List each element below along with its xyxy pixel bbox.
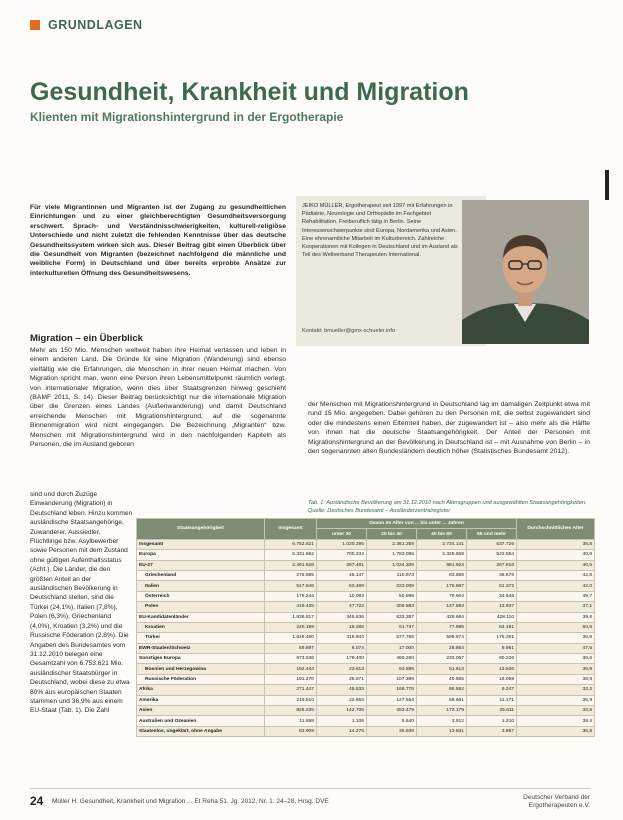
- table-cell-value: 287.481: [317, 560, 367, 570]
- table-cell-value: 1.310: [467, 716, 517, 726]
- table-row: [137, 539, 595, 549]
- table-cell-value: 90.226: [467, 654, 517, 664]
- table-cell-value: 39,9: [517, 664, 595, 674]
- table-cell-label: Amerika: [137, 695, 265, 705]
- table-cell-value: 1.783.095: [367, 550, 417, 560]
- table-cell-value: 517.546: [265, 581, 317, 591]
- article-subtitle: Klienten mit Migrationshintergrund in der Ergotherapie: [30, 110, 344, 124]
- publisher-line-2: Ergotherapeuten e.V.: [528, 802, 590, 809]
- table-cell-value: 152.444: [265, 664, 317, 674]
- table-cell-value: 1.020.395: [317, 539, 367, 549]
- table-cell-value: 79.604: [417, 591, 467, 601]
- table-cell-value: 40,9: [517, 550, 595, 560]
- table-row: [137, 612, 595, 622]
- table-cell-value: 11.658: [265, 716, 317, 726]
- author-bio-text: JEIKO MÜLLER, Ergotherapeut seit 1997 mit Erfahrungen in Pädiatrie, Neurologie und Orthopädie im Fachgebiet Rehabilitation. Freiberuflich tätig in Berlin. Seine Interessenschwerpunkte sind Europa, Nordamerika und Asien. Eine ehrenamtliche Mitarbeit im Kulturbereich. Zahlreiche Kooperationen mit Kollegen in Deutschland und im Ausland als Teil des Weltverband Therapeuten International.: [302, 203, 458, 259]
- table-cell-value: 271.447: [265, 685, 317, 695]
- table-cell-value: 23.813: [317, 664, 367, 674]
- table-cell-value: 33,3: [517, 685, 595, 695]
- table-cell-value: 42,0: [517, 581, 595, 591]
- table-cell-value: 2.461.528: [265, 560, 317, 570]
- table-cell-label: Australien und Ozeanien: [137, 716, 265, 726]
- table-cell-value: 13.536: [467, 664, 517, 674]
- table-cell-value: 9.247: [467, 685, 517, 695]
- table-cell-value: 40.565: [417, 674, 467, 684]
- table-cell-value: 10.093: [317, 591, 367, 601]
- table-cell-value: 1.836.817: [265, 612, 317, 622]
- table-cell-value: 233.067: [417, 654, 467, 664]
- author-portrait: [462, 200, 589, 344]
- table-body: [137, 539, 595, 736]
- table-cell-label: EU-Kandidatenländer: [137, 612, 265, 622]
- table-row: [137, 706, 595, 716]
- page-number: 24: [30, 794, 44, 808]
- table-cell-value: 38,9: [517, 674, 595, 684]
- table-cell-value: 223.008: [367, 581, 417, 591]
- table-cell-value: 16.286: [317, 622, 367, 632]
- table-cell-value: 45.147: [317, 570, 367, 580]
- table-cell-value: 18.069: [467, 674, 517, 684]
- section-label: [30, 18, 143, 32]
- table-cell-value: 577.765: [367, 633, 417, 643]
- table-header-65plus: 65 und mehr: [467, 529, 517, 539]
- table-header-under20: unter 20: [317, 529, 367, 539]
- table-row: [137, 726, 595, 736]
- table-row: [137, 591, 595, 601]
- table-cell-value: 63.469: [317, 581, 367, 591]
- section-marker-icon: [30, 20, 40, 30]
- table-cell-value: 428.110: [467, 612, 517, 622]
- table-row: [137, 581, 595, 591]
- table-cell-value: 191.270: [265, 674, 317, 684]
- table-cell-value: 2.734.141: [417, 539, 467, 549]
- table-cell-value: 345.636: [317, 612, 367, 622]
- publisher-line-1: Deutscher Verband der: [523, 794, 590, 801]
- table-cell-value: 25.871: [317, 674, 367, 684]
- table-cell-value: 633.387: [367, 612, 417, 622]
- table-cell-value: 5.640: [367, 716, 417, 726]
- table-cell-value: 39,6: [517, 654, 595, 664]
- table-cell-label: Türkei: [137, 633, 265, 643]
- footer-rule: [30, 788, 590, 789]
- table-cell-label: Kroatien: [137, 622, 265, 632]
- table-cell-value: 38,4: [517, 716, 595, 726]
- table-cell-value: 13.937: [467, 602, 517, 612]
- table-header-avg-age: Durchschnittliches Alter: [517, 519, 595, 540]
- table-header-40-65: 40 bis 65: [417, 529, 467, 539]
- table-cell-value: 429.684: [417, 612, 467, 622]
- table-cell-value: 86.552: [417, 685, 467, 695]
- table-cell-value: 38,9: [517, 633, 595, 643]
- population-table: [136, 518, 595, 737]
- table-cell-value: 6.074: [317, 643, 367, 653]
- table-cell-value: 175.244: [265, 591, 317, 601]
- table-cell-value: 973.536: [265, 654, 317, 664]
- table-cell-value: 147.893: [417, 602, 467, 612]
- table-cell-value: 35.938: [367, 726, 417, 736]
- table-cell-label: Insgesamt: [137, 539, 265, 549]
- table-cell-label: Polen: [137, 602, 265, 612]
- table-header-age-group: Davon im Alter von ... bis unter ... Jahren: [317, 519, 517, 529]
- table-row: [137, 550, 595, 560]
- table-cell-value: 58.661: [417, 695, 467, 705]
- table-cell-value: 6.753.621: [265, 539, 317, 549]
- table-cell-value: 5.331.652: [265, 550, 317, 560]
- table-cell-value: 318.944: [317, 633, 367, 643]
- table-cell-label: Sonstiges Europa: [137, 654, 265, 664]
- table-cell-value: 36.676: [467, 570, 517, 580]
- table-cell-value: 419.435: [265, 602, 317, 612]
- table-cell-value: 36,8: [517, 726, 595, 736]
- table-cell-value: 14.279: [317, 726, 367, 736]
- table-cell-value: 77.985: [417, 622, 467, 632]
- table-cell-label: Europa: [137, 550, 265, 560]
- table-cell-value: 28.864: [417, 643, 467, 653]
- page-edge-mark: [605, 170, 609, 200]
- table-caption: Tab. 1: Ausländische Bevölkerung am 31.12.2010 nach Altersgruppen und ausgewählten Staatsangehörigkeiten. Quelle: Deutsches Bundesamt – Ausländerzentralregister: [308, 500, 587, 514]
- section-label-text: GRUNDLAGEN: [48, 18, 143, 32]
- table-cell-value: 826.235: [265, 706, 317, 716]
- table-cell-label: Russische Föderation: [137, 674, 265, 684]
- table-cell-value: 51.613: [417, 664, 467, 674]
- table-cell-value: 599.874: [417, 633, 467, 643]
- section-heading-overview: Migration – ein Überblick: [30, 333, 143, 344]
- table-row: [137, 602, 595, 612]
- table-cell-value: 700.234: [317, 550, 367, 560]
- table-cell-value: 1.024.308: [367, 560, 417, 570]
- table-cell-value: 881.923: [417, 560, 467, 570]
- table-cell-value: 51.372: [467, 581, 517, 591]
- table-cell-value: 47,5: [517, 643, 595, 653]
- table-cell-value: 179.400: [317, 654, 367, 664]
- table-cell-value: 453.479: [367, 706, 417, 716]
- table-cell-value: 110.973: [367, 570, 417, 580]
- table-cell-value: 2.325.669: [417, 550, 467, 560]
- table-cell-value: 50,8: [517, 622, 595, 632]
- table-cell-value: 637.726: [467, 539, 517, 549]
- table-cell-value: 1.629.480: [265, 633, 317, 643]
- table-cell-value: 172.179: [417, 706, 467, 716]
- table-cell-value: 39,8: [517, 612, 595, 622]
- table-cell-label: EU-27: [137, 560, 265, 570]
- table-row: [137, 716, 595, 726]
- body-text-left: Mehr als 150 Mio. Menschen weltweit haben ihre Heimat verlassen und leben in einem anderen Land. Die Gründe für eine Migration (Wanderung) sind ebenso vielfältig wie die Erfahrungen, die Menschen in ihrer neuen Heimat machen. Von Migration spricht man, wenn eine Person ihren Lebensmittelpunkt räumlich verlegt, von internationaler Migration, wenn dies über Staatsgrenzen hinweg geschieht (BAMF 2011, S. 14). Dieser Beitrag berücksichtigt nur die internationale Migration über die Grenzen eines Landes (Außenwanderung) und damit Deutschland erreichende Menschen mit Migrationshintergrund, auf die sogenannte Binnenmigration wird nicht eingegangen. Die Bezeichnung „Migranten“ bzw. Menschen mit Migrationshintergrund wird in den nachfolgenden Kapiteln als Personen, die im Ausland geboren: [30, 347, 286, 449]
- footer-citation: Müller H. Gesundheit, Krankheit und Migration ... Et Reha 51. Jg. 2012, Nr. 1: 24–28, Hrsg. DVE: [52, 798, 329, 805]
- table-cell-value: 34.548: [467, 591, 517, 601]
- table-cell-value: 49,7: [517, 591, 595, 601]
- table-cell-value: 42,8: [517, 570, 595, 580]
- table-cell-value: 61.747: [367, 622, 417, 632]
- table-row: [137, 674, 595, 684]
- table-cell-value: 83.909: [265, 726, 317, 736]
- table-cell-value: 216.510: [265, 695, 317, 705]
- table-cell-label: EWR-Staaten/Schweiz: [137, 643, 265, 653]
- table-header-total: Insgesamt: [265, 519, 317, 540]
- table-cell-value: 13.831: [417, 726, 467, 736]
- table-cell-value: 209.883: [367, 602, 417, 612]
- table-cell-value: 127.554: [367, 695, 417, 705]
- table-cell-value: 220.199: [265, 622, 317, 632]
- table-row: [137, 633, 595, 643]
- table-row: [137, 664, 595, 674]
- table-cell-value: 83.889: [417, 570, 467, 580]
- table-cell-value: 22.864: [317, 695, 367, 705]
- table-cell-label: Österreich: [137, 591, 265, 601]
- table-cell-value: 25.611: [467, 706, 517, 716]
- table-cell-value: 175.361: [467, 633, 517, 643]
- table-cell-value: 168.776: [367, 685, 417, 695]
- table-cell-value: 64.181: [467, 622, 517, 632]
- table-row: [137, 685, 595, 695]
- table-row: [137, 695, 595, 705]
- portrait-image: [462, 200, 589, 344]
- table-cell-value: 2.361.359: [367, 539, 417, 549]
- table-cell-value: 37,1: [517, 602, 595, 612]
- table-cell-value: 17.000: [367, 643, 417, 653]
- body-text-narrow: sind und durch Zuzüge Einwanderung (Migration) in Deutschland leben. Hinzu kommen ausländische Staatsangehörige, Zuwanderer, Aussiedler, Flüchtlinge bzw. Asylbewerber sowie Personen mit dem Zustand ohne gültigen Aufenthaltsstatus (Acht.). Die Länder, die den größten Anteil an der ausländischen Bevölkerung in Deutschland stellen, sind die Türkei (24,1%), Italien (7,8%), Polen (6,3%), Griechenland (4,0%), Kroatien (3,2%) und die Russische Föderation (2,8%). Die Angaben des Bundesamtes vom 31.12.2010 belegen eine Gesamtzahl von 6.753.621 Mio. ausländischer Staatsbürger in Deutschland, wobei diese zu etwa 80% aus europäischen Staaten stammen und 36,9% aus einem EU-Staat (Tab. 1). Die Zahl: [30, 491, 133, 715]
- body-text-right: der Menschen mit Migrationshintergrund in Deutschland lag im damaligen Zeitpunkt etwa mit rund 15 Mio. angegeben. Dabei gehören zu den Personen mit, die selbst zugewandert sind oder die mindestens einen Elternteil haben, der zugewandert ist – also mehr als die Hälfte von ihnen hat die deutsche Staatsangehörigkeit. Der Anteil der Personen mit Migrationshintergrund an der Bevölkerung in Deutschland ist – mit Ausnahme von Berlin – in den sogenannten alten Bundesländern deutlich höher (Statistisches Bundesamt 2012).: [308, 401, 590, 456]
- table-cell-value: 33,6: [517, 706, 595, 716]
- author-email: Kontakt: bmueller@gmx-schueler.info: [302, 328, 396, 334]
- table-cell-value: 142.705: [317, 706, 367, 716]
- table-row: [137, 654, 595, 664]
- table-row: [137, 622, 595, 632]
- table-row: [137, 643, 595, 653]
- table-row: [137, 570, 595, 580]
- table-cell-label: Bosnien und Herzegowina: [137, 664, 265, 674]
- table-cell-value: 267.816: [467, 560, 517, 570]
- table-cell-value: 69.897: [265, 643, 317, 653]
- table-cell-value: 522.654: [467, 550, 517, 560]
- table-cell-value: 107.369: [367, 674, 417, 684]
- table-cell-value: 63.895: [367, 664, 417, 674]
- table-cell-value: 3.867: [467, 726, 517, 736]
- table-cell-label: Asien: [137, 706, 265, 716]
- table-header-nationality: Staatsangehörigkeit: [137, 519, 265, 540]
- table-cell-value: 276.685: [265, 570, 317, 580]
- table-cell-label: Afrika: [137, 685, 265, 695]
- table-cell-value: 35,9: [517, 695, 595, 705]
- table-cell-value: 47.722: [317, 602, 367, 612]
- table-cell-value: 469.260: [367, 654, 417, 664]
- table-row: [137, 560, 595, 570]
- table-cell-label: Griechenland: [137, 570, 265, 580]
- table-cell-value: 3.912: [417, 716, 467, 726]
- table-cell-label: Staatenlos, ungeklärt, ohne Angabe: [137, 726, 265, 736]
- author-bio-box: [296, 196, 486, 346]
- article-title: Gesundheit, Krankheit und Migration: [30, 78, 469, 106]
- table-cell-value: 45.533: [317, 685, 367, 695]
- publisher-name: [490, 794, 590, 810]
- table-cell-value: 40,5: [517, 560, 595, 570]
- table-header-20-40: 20 bis 40: [367, 529, 417, 539]
- table-cell-value: 50.999: [367, 591, 417, 601]
- table-cell-value: 9.961: [467, 643, 517, 653]
- table-cell-value: 39,8: [517, 539, 595, 549]
- table-cell-value: 1.108: [317, 716, 367, 726]
- table-cell-value: 179.697: [417, 581, 467, 591]
- table-cell-label: Italien: [137, 581, 265, 591]
- intro-paragraph: Für viele Migrantinnen und Migranten ist der Zugang zu gesundheitlichen Einrichtungen und zu einer gleichberechtigten Gesundheitsversorgung erschwert. Sprach- und Verständnisschwierigkeiten, kulturell-religiöse Unterschiede und nicht zuletzt die fehlenden Kenntnisse über das deutsche Gesundheitssystem wirken sich aus. Dieser Beitrag gibt einen Überblick über die Gesundheit von Migranten (bezeichnet nachfolgend die männliche und weibliche Form) in Deutschland und über bereits erprobte Ansätze zur interkulturellen Öffnung des Gesundheitswesens.: [30, 204, 286, 277]
- table-cell-value: 11.171: [467, 695, 517, 705]
